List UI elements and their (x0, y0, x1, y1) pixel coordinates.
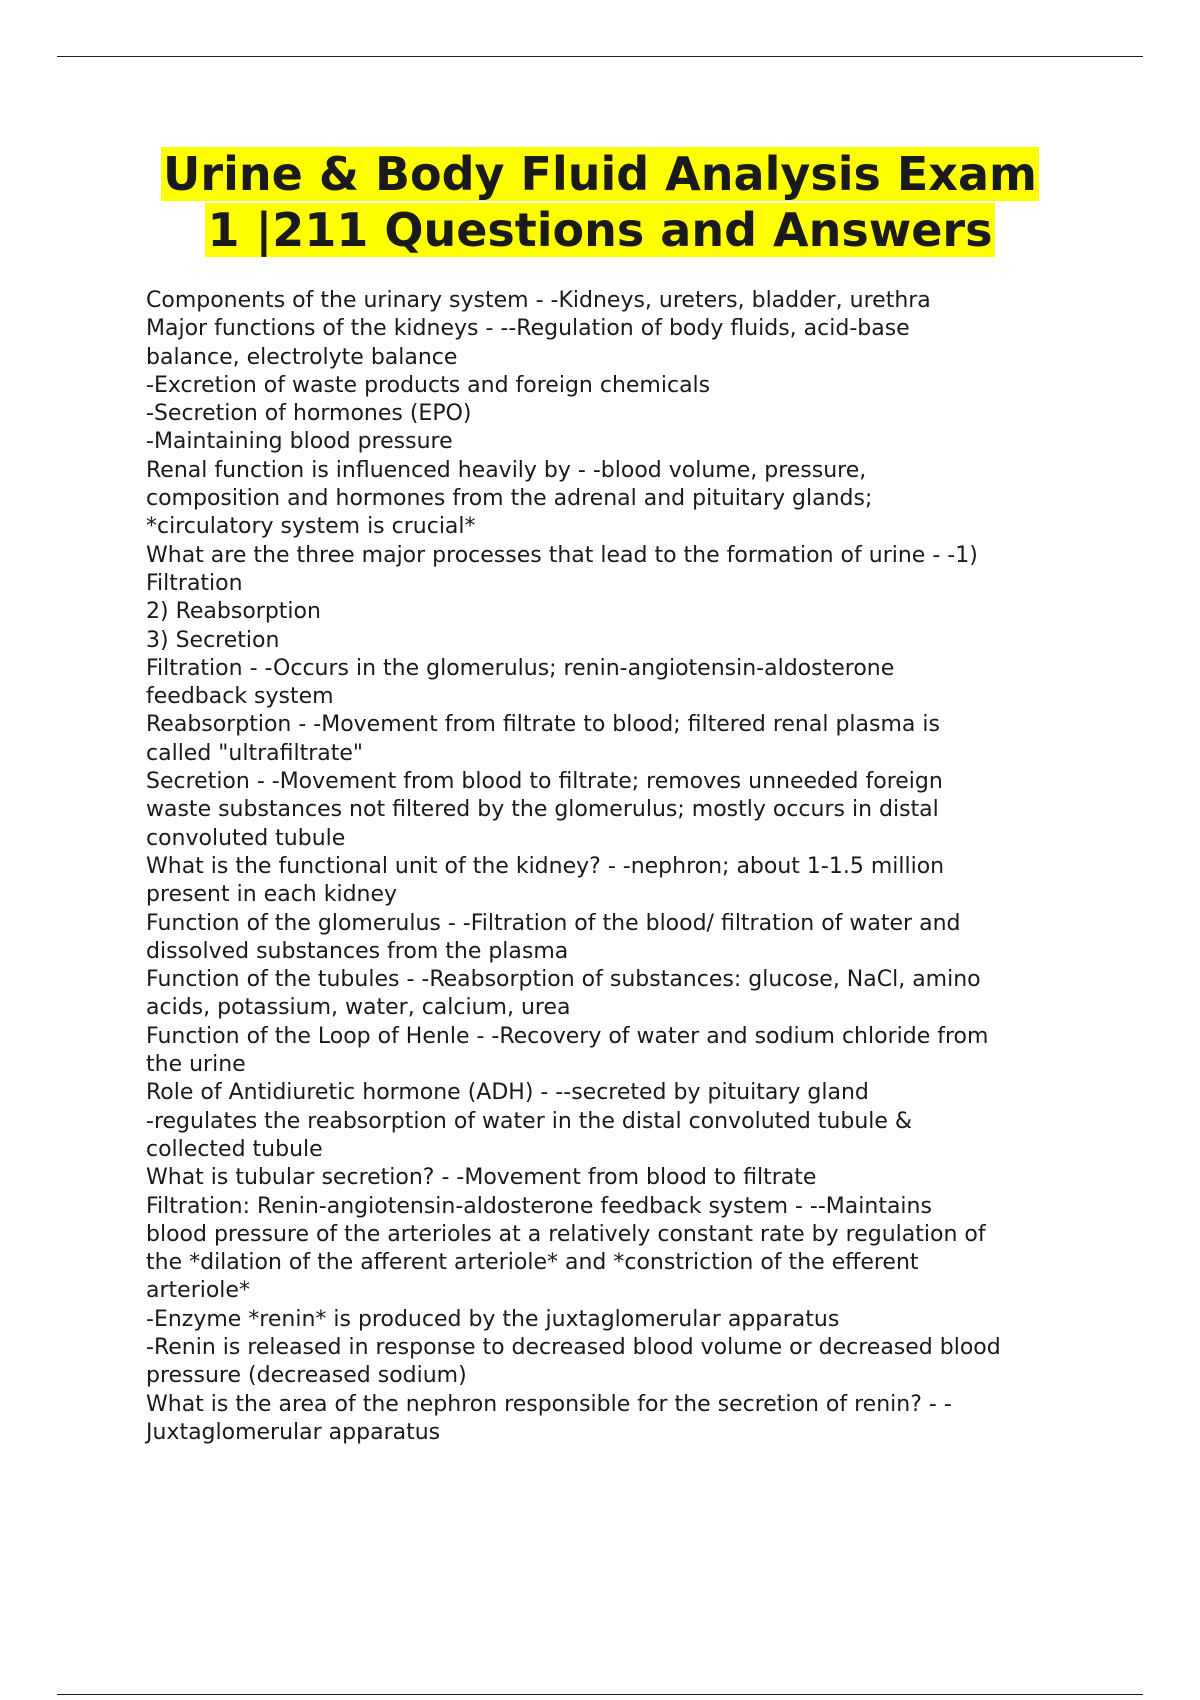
body-line: Renal function is influenced heavily by - -blood volume, pressure, (146, 457, 867, 483)
body-line: dissolved substances from the plasma (146, 938, 569, 964)
body-line: Reabsorption - -Movement from filtrate to blood; filtered renal plasma is (146, 712, 940, 738)
body-line: Function of the Loop of Henle - -Recovery of water and sodium chloride from (146, 1023, 989, 1049)
document-body (146, 287, 1096, 1447)
footer-rule (57, 1694, 1143, 1695)
body-line: the urine (146, 1052, 246, 1078)
body-line: Function of the glomerulus - -Filtration of the blood/ filtration of water and (146, 910, 961, 936)
body-line: Juxtaglomerular apparatus (146, 1419, 441, 1445)
body-line: Major functions of the kidneys - --Regulation of body fluids, acid-base (146, 316, 910, 342)
body-line: Filtration - -Occurs in the glomerulus; renin-angiotensin-aldosterone (146, 655, 895, 681)
body-line: Components of the urinary system - -Kidneys, ureters, bladder, urethra (146, 288, 931, 313)
body-line: acids, potassium, water, calcium, urea (146, 995, 571, 1021)
body-line: -regulates the reabsorption of water in the distal convoluted tubule & (146, 1108, 913, 1134)
body-line: -Enzyme *renin* is produced by the juxtaglomerular apparatus (146, 1306, 840, 1332)
body-line: the *dilation of the afferent arteriole* and *constriction of the efferent (146, 1250, 919, 1276)
document-title (60, 146, 1140, 258)
body-line: arteriole* (146, 1278, 250, 1304)
body-line: waste substances not filtered by the glomerulus; mostly occurs in distal (146, 797, 939, 823)
body-line: balance, electrolyte balance (146, 344, 458, 370)
body-line: Role of Antidiuretic hormone (ADH) - --secreted by pituitary gland (146, 1080, 869, 1106)
body-line: present in each kidney (146, 882, 398, 908)
body-line: composition and hormones from the adrenal and pituitary glands; (146, 486, 873, 512)
body-line: What are the three major processes that lead to the formation of urine - -1) (146, 542, 978, 568)
body-line: What is tubular secretion? - -Movement from blood to filtrate (146, 1165, 817, 1191)
body-line: *circulatory system is crucial* (146, 514, 476, 540)
body-line: Secretion - -Movement from blood to filtrate; removes unneeded foreign (146, 769, 943, 795)
body-line: blood pressure of the arterioles at a relatively constant rate by regulation of (146, 1221, 986, 1247)
body-line: 2) Reabsorption (146, 599, 321, 625)
body-line: called "ultrafiltrate" (146, 740, 364, 766)
header-rule (57, 56, 1143, 57)
body-line: pressure (decreased sodium) (146, 1363, 467, 1389)
body-line: -Secretion of hormones (EPO) (146, 401, 472, 427)
title-line-1: Urine & Body Fluid Analysis Exam (163, 147, 1037, 201)
title-line-2: 1 |211 Questions and Answers (207, 203, 993, 257)
body-line: convoluted tubule (146, 825, 346, 851)
body-line: feedback system (146, 684, 334, 710)
body-line: Function of the tubules - -Reabsorption of substances: glucose, NaCl, amino (146, 967, 981, 993)
body-line: -Renin is released in response to decreased blood volume or decreased blood (146, 1334, 1001, 1360)
body-line: Filtration: Renin-angiotensin-aldosterone feedback system - --Maintains (146, 1193, 932, 1219)
body-line: collected tubule (146, 1136, 323, 1162)
body-line: Filtration (146, 570, 243, 596)
body-line: -Excretion of waste products and foreign chemicals (146, 372, 711, 398)
body-line: What is the functional unit of the kidney? - -nephron; about 1-1.5 million (146, 853, 945, 879)
body-line: What is the area of the nephron responsible for the secretion of renin? - - (146, 1391, 952, 1417)
body-line: -Maintaining blood pressure (146, 429, 453, 455)
body-line: 3) Secretion (146, 627, 280, 653)
